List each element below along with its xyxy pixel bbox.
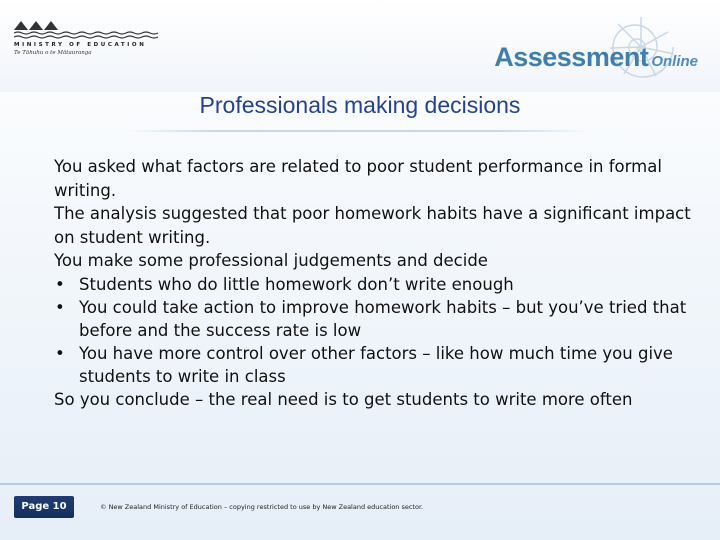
bullet-icon: • xyxy=(55,274,65,294)
page-number-badge: Page 10 xyxy=(14,496,74,518)
ministry-name: MINISTRY OF EDUCATION xyxy=(14,42,147,48)
bullet-icon: • xyxy=(55,297,65,317)
bullet-list xyxy=(54,273,694,388)
ministry-subtitle: Te Tāhuhu o te Mātauranga xyxy=(14,50,92,56)
title-divider xyxy=(128,130,590,132)
assessment-online-logo xyxy=(494,12,698,82)
ministry-emblem-icon xyxy=(14,18,162,40)
body-paragraph: You make some professional judgements and decide xyxy=(54,251,488,270)
bullet-item xyxy=(54,296,694,342)
copyright-notice: © New Zealand Ministry of Education – copying restricted to use by New Zealand education sector. xyxy=(100,503,424,511)
slide-header xyxy=(0,0,720,92)
body-paragraph: You asked what factors are related to poor student performance in formal writing. xyxy=(54,157,662,200)
ministry-logo xyxy=(14,18,164,56)
bullet-item xyxy=(54,342,694,388)
brand-wordmark xyxy=(494,42,698,73)
brand-sub: Online xyxy=(651,53,698,70)
conclusion-paragraph: So you conclude – the real need is to get students to write more often xyxy=(54,389,633,409)
bullet-icon: • xyxy=(55,343,65,363)
body-paragraph: The analysis suggested that poor homework habits have a significant impact on student writing. xyxy=(54,204,691,247)
bullet-item xyxy=(54,273,694,296)
bullet-text: You have more control over other factors – like how much time you give students to write in class xyxy=(79,343,673,386)
slide-body xyxy=(54,155,694,411)
bullet-text: Students who do little homework don’t write enough xyxy=(79,274,514,294)
bullet-text: You could take action to improve homework habits – but you’ve tried that before and the success rate is low xyxy=(79,297,687,340)
brand-main: Assessment xyxy=(494,42,649,72)
slide-title: Professionals making decisions xyxy=(199,92,521,118)
footer-divider xyxy=(0,483,720,485)
